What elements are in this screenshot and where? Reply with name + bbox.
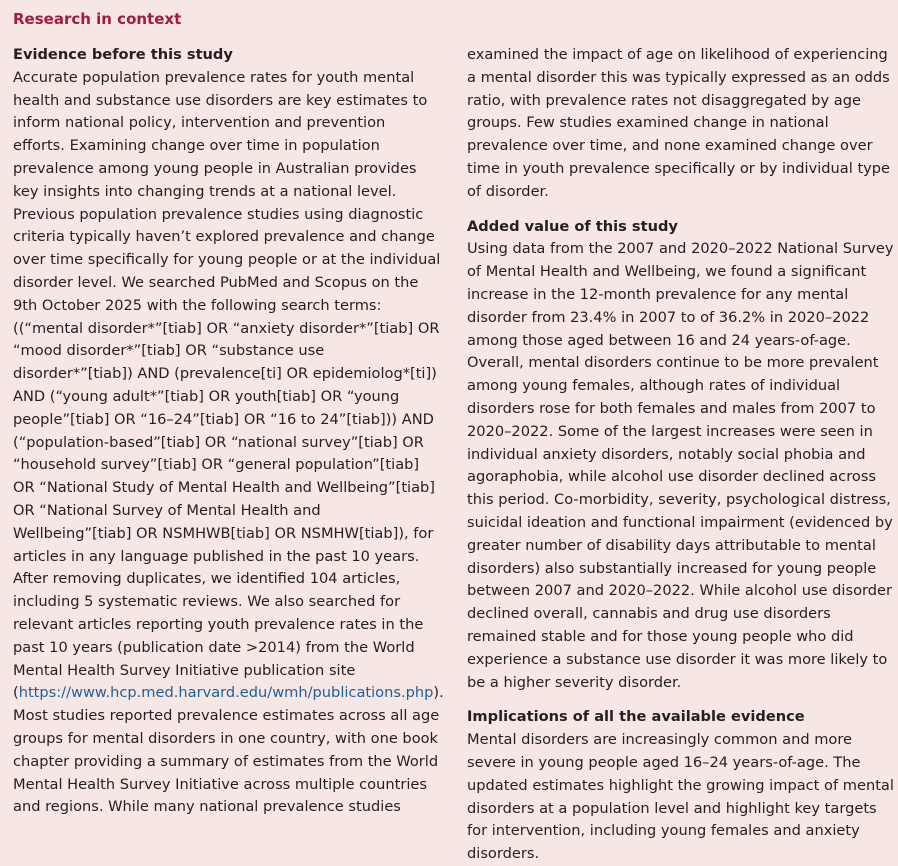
evidence-heading: Evidence before this study (13, 46, 233, 63)
added-value-text: Using data from the 2007 and 2020–2022 National Survey of Mental Health and Wellbeing, we found a significant increase in the 12-month prevalence for any mental disorder from 23.4% in 2007 to of 36.2% in 2020–2022 among those aged between 16 and 24 years-of-age. Overall, mental disorders continue to be more prevalent among young females, although rates of individual disorders rose for both females and males from 2007 to 2020–2022. Some of the largest increases were seen in individual anxiety disorders, notably social phobia and agoraphobia, while alcohol use disorder declined across this period. Co-morbidity, severity, psychological distress, suicidal ideation and functional impairment (evidenced by greater number of disability days attributable to mental disorders) also substantially increased for young people between 2007 and 2020–2022. While alcohol use disorder declined overall, cannabis and drug use disorders remained stable and for those young people who did experience a substance use disorder it was more likely to be a higher severity disorder. (467, 240, 894, 691)
evidence-text-part-2: ). Most studies reported prevalence estimates across all age groups for mental disorders in one country, with one book chapter providing a summary of estimates from the World Mental Health Survey Initiative across multiple countries and regions. While many national prevalence studies (13, 684, 444, 816)
text-columns (13, 44, 894, 866)
evidence-text (13, 67, 444, 819)
implications-text: Mental disorders are increasingly common and more severe in young people aged 16–24 years-of-age. The updated estimates highlight the growing impact of mental disorders at a population level and highlight key targets for intervention, including young females and anxiety disorders. (467, 731, 894, 863)
section-gap (467, 694, 895, 706)
wmh-publications-link[interactable]: https://www.hcp.med.harvard.edu/wmh/publications.php (18, 684, 434, 702)
implications-heading: Implications of all the available evidence (467, 708, 805, 726)
right-column-spacer (467, 44, 895, 204)
left-column (13, 44, 444, 866)
section-gap (467, 204, 895, 216)
right-column (467, 44, 895, 866)
evidence-text-continued: examined the impact of age on likelihood of experiencing a mental disorder this was typically expressed as an odds ratio, with prevalence rates not disaggregated by age groups. Few studies examined change in national prevalence over time, and none examined change over time in youth prevalence specifically or by individual type of disorder. (467, 46, 891, 200)
panel-title: Research in context (13, 10, 182, 28)
added-value-heading: Added value of this study (467, 217, 678, 235)
evidence-text-part-1: Accurate population prevalence rates for youth mental health and substance use disorders are key estimates to inform national policy, intervention and prevention efforts. Examining change over time in population prevalence among young people in Australian provides key insights into changing trends at a national level. Previous population prevalence studies using diagnostic criteria typically haven’t explored prevalence and change over time specifically for young people or at the individual disorder level. We searched PubMed and Scopus on the 9th October 2025 with the following search terms: ((“mental disorder*”[tiab] OR “anxiety disorder*”[tiab] OR “mood disorder*”[tiab] OR “substance use disorder*”[tiab]) AND (prevalence[ti] OR epidemiolog*[ti]) AND (“young adult*”[tiab] OR youth[tiab] OR “young people”[tiab] OR “16–24”[tiab] OR “16 to 24”[tiab])) AND (“population-based”[tiab] OR “national survey”[tiab] OR “household survey”[tiab] OR “general population”[tiab] OR “National Study of Mental Health and Wellbeing”[tiab] OR “National Survey of Mental Health and Wellbeing”[tiab] OR NSMHWB[tiab] OR NSMHW[tiab]), for articles in any language published in the past 10 years. After removing duplicates, we identified 104 articles, including 5 systematic reviews. We also searched for relevant articles reporting youth prevalence rates in the past 10 years (publication date >2014) from the World Mental Health Survey Initiative publication site ( (13, 68, 441, 702)
